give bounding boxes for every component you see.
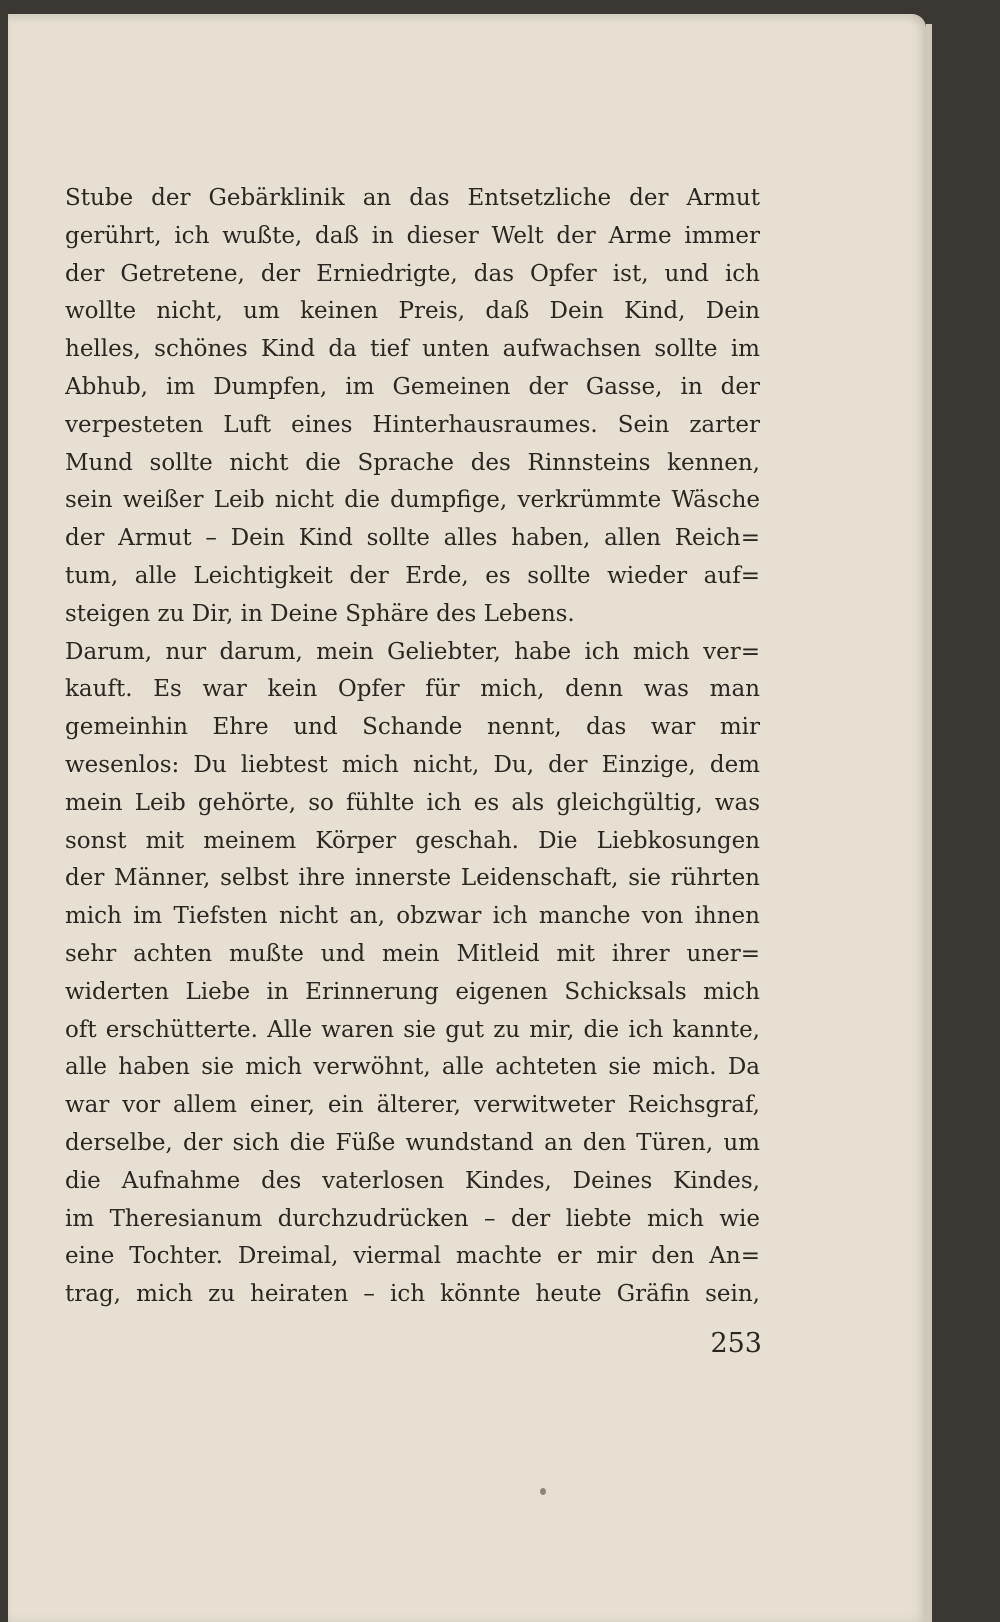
text-line: die Aufnahme des vaterlosen Kindes, Deines Kindes, (65, 1167, 760, 1194)
paper-speck (540, 1488, 546, 1495)
text-line: Mund sollte nicht die Sprache des Rinnsteins kennen, (65, 449, 760, 476)
page-edge (926, 24, 932, 1622)
text-line: der Männer, selbst ihre innerste Leidenschaft, sie rührten (65, 865, 760, 892)
text-line: der Armut – Dein Kind sollte alles haben, allen Reich= (65, 525, 760, 552)
text-line: Stube der Gebärklinik an das Entsetzliche der Armut (65, 185, 760, 211)
text-line: Darum, nur darum, mein Geliebter, habe ich mich ver= (65, 638, 760, 665)
text-line: wollte nicht, um keinen Preis, daß Dein Kind, Dein (65, 298, 760, 325)
text-line: wesenlos: Du liebtest mich nicht, Du, der Einzige, dem (65, 751, 760, 778)
text-line: Abhub, im Dumpfen, im Gemeinen der Gasse, in der (65, 373, 760, 400)
page-number: 253 (710, 1328, 762, 1359)
text-line: im Theresianum durchzudrücken – der liebte mich wie (65, 1205, 760, 1232)
text-line: steigen zu Dir, in Deine Sphäre des Lebens. (65, 600, 575, 627)
text-line: sein weißer Leib nicht die dumpfige, verkrümmte Wäsche (65, 487, 760, 514)
text-line: gerührt, ich wußte, daß in dieser Welt der Arme immer (65, 222, 760, 249)
text-line: widerten Liebe in Erinnerung eigenen Schicksals mich (65, 978, 760, 1005)
text-line: mein Leib gehörte, so fühlte ich es als gleichgültig, was (65, 789, 760, 816)
text-line: tum, alle Leichtigkeit der Erde, es sollte wieder auf= (65, 562, 760, 589)
text-line: helles, schönes Kind da tief unten aufwachsen sollte im (65, 336, 760, 363)
text-line: kauft. Es war kein Opfer für mich, denn was man (65, 676, 760, 703)
text-line: verpesteten Luft eines Hinterhausraumes. Sein zarter (65, 411, 760, 438)
text-line: gemeinhin Ehre und Schande nennt, das war mir (65, 714, 760, 741)
text-line: mich im Tiefsten nicht an, obzwar ich manche von ihnen (65, 903, 760, 930)
text-line: der Getretene, der Erniedrigte, das Opfer ist, und ich (65, 260, 760, 287)
text-line: sehr achten mußte und mein Mitleid mit ihrer uner= (65, 940, 760, 967)
text-line: eine Tochter. Dreimal, viermal machte er mir den An= (65, 1243, 760, 1270)
body-text (65, 180, 760, 1314)
text-line: derselbe, der sich die Füße wundstand an den Türen, um (65, 1129, 760, 1156)
text-line: alle haben sie mich verwöhnt, alle achteten sie mich. Da (65, 1054, 760, 1081)
text-line: sonst mit meinem Körper geschah. Die Liebkosungen (65, 827, 760, 854)
text-line: trag, mich zu heiraten – ich könnte heute Gräfin sein, (65, 1281, 760, 1308)
text-line: war vor allem einer, ein älterer, verwitweter Reichsgraf, (65, 1092, 760, 1119)
text-line: oft erschütterte. Alle waren sie gut zu mir, die ich kannte, (65, 1016, 760, 1043)
